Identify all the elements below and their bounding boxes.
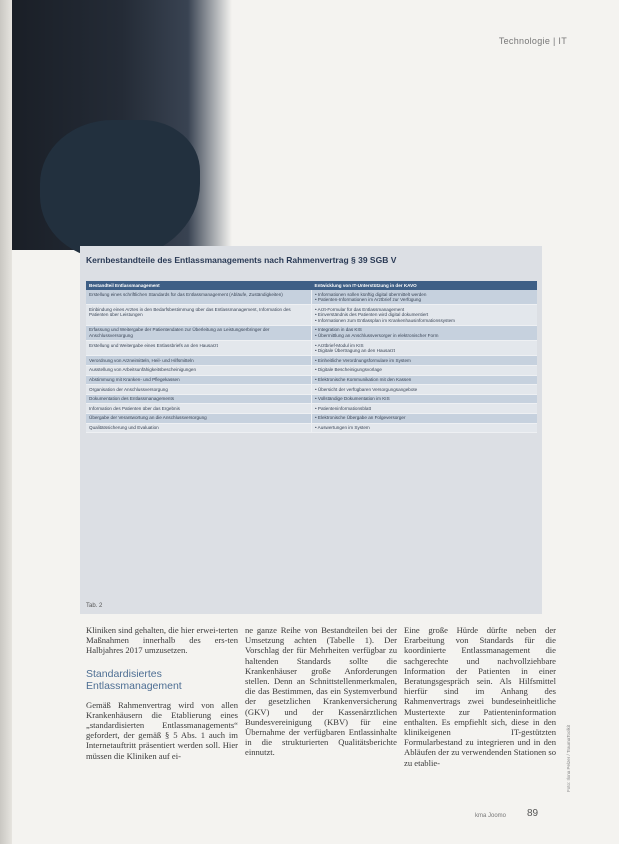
paragraph-col2: ne ganze Reihe von Bestandteilen bei der Umsetzung achten (Tabelle 1). Der Vorschlag der für Mehrheiten verfügbar zu haltenden Standards sollte die Krankenhäuser große Anforderungen stellen. Denn an Schnittstellenmerkmalen, die das Bestimmen, das ein Systemverbund der gesetzlichen Krankenversicherung (GKV) und der Kassenärztlichen Bundesvereinigung (KBV) für eine Übernahme der verfügbaren Entlassinhalte in die strukturierten Qualitätsberichte einnutzt. — [245, 625, 397, 758]
table-cell-it-support: • Elektronische Übergabe an Folgeversorger — [312, 413, 538, 423]
table-cell-it-support: • Patienteninformationsblatt — [312, 404, 538, 414]
table-row — [86, 365, 537, 375]
table-cell-component: Dokumentation des Entlassmanagements — [86, 394, 312, 404]
table-cell-it-support: • Elektronische Kommunikation mit den Kassen — [312, 375, 538, 385]
footer-label: kma Joomo — [475, 813, 507, 819]
table-cell-component: Abstimmung mit Kranken- und Pflegekassen — [86, 375, 312, 385]
paragraph-col3: Eine große Hürde dürfte neben der Erarbeitung von Standards für die koordinierte Entlassmanagement die sachgerechte und nachvollziehbare Information der Patienten in einer Beratungsgespräch sein. Als Hilfsmittel hierfür sind im Anhang des Rahmenvertrags zwei bundeseinheitliche Mustertexte zur Patienteninformation enthalten. Es empfiehlt sich, diese in den klinikeigenen IT-gestützten Formularbestand zu integrieren und in den Abläufen der zu verwendenden Stationen so zu etablie- — [404, 625, 557, 768]
table-header-col1: Bestandteil Entlassmanagement — [86, 281, 312, 290]
table-row — [86, 413, 537, 423]
page-spine — [0, 0, 12, 844]
table-cell-component: Information des Patienten über das Ergebnis — [86, 404, 312, 414]
table-row — [86, 290, 537, 305]
table-cell-it-support: • Auswertungen im System — [312, 423, 538, 433]
table-cell-component: Qualitätssicherung und Evaluation — [86, 423, 312, 433]
table-row — [86, 423, 537, 433]
table-cell-it-support: • Arzt-Formular für das Entlassmanagement • Einverständnis des Patienten wird digital dokumentiert • Informationen zum Entlassplan im Krankenhausinformationssystem — [312, 305, 538, 326]
table-cell-component: Einbindung eines Arztes in den Bedarfsbestimmung über das Entlassmanagement, Information des Patienten über Leistungen — [86, 305, 312, 326]
table-cell-component: Organisation der Anschlussversorgung — [86, 385, 312, 395]
table-row — [86, 305, 537, 326]
section-heading: Standardisiertes Entlassmanagement — [86, 667, 182, 692]
table-row — [86, 325, 537, 340]
panel-title: Kernbestandteile des Entlassmanagements nach Rahmenvertrag § 39 SGB V — [86, 255, 397, 265]
paragraph-intro: Kliniken sind gehalten, die hier erwei-terten Maßnahmen innerhalb des ers-ten Halbjahres 2017 umzusetzen. — [86, 625, 238, 656]
table-row — [86, 404, 537, 414]
paragraph-standard: Gemäß Rahmenvertrag wird von allen Krankenhäusern die Etablierung eines „standardisierten Entlassmanagements“ gefordert, der gemäß § 5 Abs. 1 auch im Internetauftritt präsentiert werden soll. Hier müssen die Kliniken auf ei- — [86, 699, 238, 761]
table-row — [86, 341, 537, 356]
table-cell-component: Übergabe der Verantwortung an die Anschlussversorgung — [86, 413, 312, 423]
text-column-1 — [86, 625, 238, 761]
table-row — [86, 356, 537, 366]
table-cell-it-support: • Vollständige Dokumentation im KIS — [312, 394, 538, 404]
page-number: 89 — [527, 808, 539, 819]
photo-credit: Foto: Ilona Pelzer / TraumaToolkit — [566, 724, 571, 792]
table-cell-component: Erfassung und Weitergabe der Patientendaten zur Überleitung an Leistungserbringer der Anschlussversorgung — [86, 325, 312, 340]
table-cell-component: Erstellung und Weitergabe eines Entlassbriefs an den Hausarzt — [86, 341, 312, 356]
table-row — [86, 394, 537, 404]
table-cell-component: Erstellung eines schriftlichen Standards für das Entlassmanagement (Abläufe, Zuständigkeiten) — [86, 290, 312, 305]
table-cell-it-support: • Integration in das KIS • Übermittlung an Anschlussversorger in elektronischer Form — [312, 325, 538, 340]
table-header-col2: Entwicklung von IT-Unterstützung in der KAVO — [312, 281, 538, 290]
text-column-3 — [404, 625, 556, 768]
table-cell-it-support: • Übersicht der verfügbaren Versorgungsangebote — [312, 385, 538, 395]
table-cell-it-support: • Einheitliche Verordnungsformulare im System — [312, 356, 538, 366]
table-row — [86, 375, 537, 385]
section-label: Technologie | IT — [498, 36, 567, 46]
table-cell-it-support: • Informationen sollen künftig digital übermittelt werden • Patienten-Informationen im Arztbrief zur Verfügung — [312, 290, 538, 305]
core-components-table — [86, 281, 537, 433]
text-column-2 — [245, 625, 397, 758]
table-caption: Tab. 2 — [86, 603, 103, 609]
table-cell-it-support: • Arztbrief-Modul im KIS • Digitale Übertragung an den Hausarzt — [312, 341, 538, 356]
table-cell-component: Ausstellung von Arbeitsunfähigkeitsbescheinigungen — [86, 365, 312, 375]
table-cell-component: Verordnung von Arzneimitteln, Heil- und Hilfsmitteln — [86, 356, 312, 366]
table-row — [86, 385, 537, 395]
table-cell-it-support: • Digitale Bescheinigungsvorlage — [312, 365, 538, 375]
